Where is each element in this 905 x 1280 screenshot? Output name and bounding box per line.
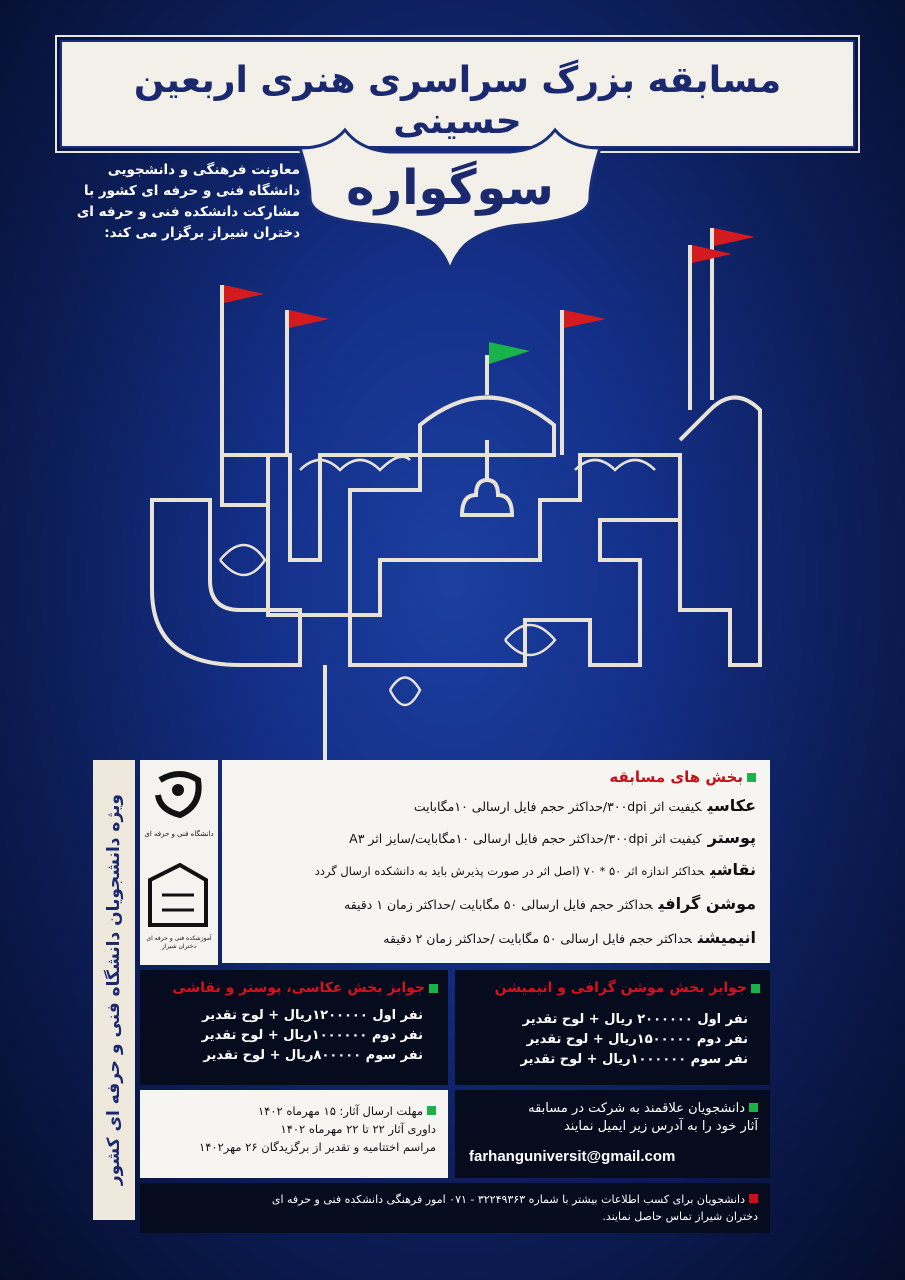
submission-line1: دانشجویان علاقمند به شرکت در مسابقه — [528, 1101, 745, 1116]
prizes-photo-list — [202, 1006, 423, 1066]
section-name: انیمیشن — [697, 928, 756, 947]
organizer-line: معاونت فرهنگی و دانشجویی — [107, 162, 300, 178]
event-subtitle: سوگواره — [346, 160, 554, 216]
prize-line: نفر اول ۲۰۰۰۰۰۰ ریال + لوح تقدیر — [522, 1012, 748, 1027]
deadlines-list — [199, 1102, 436, 1156]
submission-text — [528, 1100, 758, 1136]
section-item — [349, 828, 756, 847]
prize-line: نفر سوم ۱۰۰۰۰۰۰ریال + لوح تقدیر — [520, 1052, 748, 1067]
section-item — [344, 894, 756, 913]
deadline-line — [199, 1102, 436, 1120]
green-bullet-icon — [749, 1103, 758, 1112]
prizes-motion-heading — [495, 980, 760, 996]
contact-line: دختران شیراز تماس حاصل نمایند. — [602, 1210, 758, 1223]
green-bullet-icon — [751, 984, 760, 993]
logo2-caption: آموزشکده فنی و حرفه ای دختران شیراز — [146, 935, 212, 950]
contact-panel — [140, 1183, 770, 1233]
contact-line — [272, 1191, 758, 1208]
red-bullet-icon — [749, 1194, 758, 1203]
section-name: موشن گرافی — [658, 894, 756, 913]
sections-heading-text: بخش های مسابقه — [609, 768, 743, 786]
prizes-photo-heading-text: جوایز بخش عکاسی، پوستر و نقاشی — [172, 980, 425, 996]
sections-panel — [222, 760, 770, 963]
section-name: نقاشی — [710, 860, 756, 879]
prizes-motion-list — [520, 1010, 748, 1070]
prize-line: نفر اول ۱۲۰۰۰۰۰ریال + لوح تقدیر — [202, 1008, 423, 1023]
section-item — [383, 928, 756, 947]
contact-text — [272, 1191, 758, 1225]
deadline-text: مهلت ارسال آثار: ۱۵ مهرماه ۱۴۰۲ — [258, 1104, 423, 1118]
submission-line — [528, 1100, 758, 1118]
organizer-line: دختران شیراز برگزار می کند: — [104, 225, 300, 241]
green-bullet-icon — [747, 773, 756, 782]
green-bullet-icon — [429, 984, 438, 993]
submission-panel — [455, 1090, 770, 1178]
prize-line: نفر دوم ۱۵۰۰۰۰۰ریال + لوح تقدیر — [526, 1032, 748, 1047]
prizes-motion-panel — [455, 970, 770, 1085]
contact-line1: دانشجویان برای کسب اطلاعات بیشتر با شماره ۳۲۲۴۹۳۶۳ - ۰۷۱ امور فرهنگی دانشکده فنی و حرفه ای — [271, 1193, 745, 1206]
section-item — [315, 860, 756, 879]
contact-email-link[interactable]: farhanguniversit@gmail.com — [469, 1148, 676, 1165]
green-bullet-icon — [427, 1106, 436, 1115]
organizer-line: مشارکت دانشکده فنی و حرفه ای — [76, 204, 300, 220]
arbaeen-calligraphy-art — [0, 200, 905, 760]
section-desc: حداکثر اندازه اثر ۵۰ * ۷۰ (اصل اثر در صورت پذیرش باید به دانشکده ارسال گردد — [314, 864, 705, 878]
section-name: پوستر — [707, 828, 756, 847]
deadline-line: داوری آثار ۲۲ تا ۲۲ مهرماه ۱۴۰۲ — [280, 1122, 436, 1136]
side-label: ویژه دانشجویان دانشگاه فنی و حرفه ای کشور — [104, 794, 124, 1186]
prize-line: نفر سوم ۸۰۰۰۰۰ریال + لوح تقدیر — [203, 1048, 423, 1063]
section-name: عکاسی — [707, 796, 756, 815]
prizes-motion-heading-text: جوایز بخش موشن گرافی و انیمیشن — [494, 980, 747, 996]
section-desc: کیفیت اثر ۳۰۰dpi/حداکثر حجم فایل ارسالی ۱۰مگابایت/سایز اثر A۳ — [349, 831, 702, 846]
section-desc: کیفیت اثر ۳۰۰dpi/حداکثر حجم فایل ارسالی ۱۰مگابایت — [413, 799, 702, 814]
prize-line: نفر دوم ۱۰۰۰۰۰۰ریال + لوح تقدیر — [201, 1028, 423, 1043]
prizes-photo-panel — [140, 970, 448, 1085]
logo1-caption: دانشگاه فنی و حرفه ای — [144, 830, 214, 838]
organizer-line: دانشگاه فنی و حرفه ای کشور با — [84, 183, 300, 199]
deadlines-panel — [140, 1090, 448, 1178]
deadline-line: مراسم اختتامیه و تقدیر از برگزیدگان ۲۶ مهر۱۴۰۲ — [199, 1140, 436, 1154]
section-desc: حداکثر حجم فایل ارسالی ۵۰ مگابایت /حداکثر زمان ۱ دقیقه — [344, 897, 653, 912]
page-title: مسابقه بزرگ سراسری هنری اربعین حسینی — [133, 60, 782, 142]
sections-heading — [609, 768, 756, 786]
section-desc: حداکثر حجم فایل ارسالی ۵۰ مگابایت /حداکثر زمان ۲ دقیقه — [383, 931, 692, 946]
submission-line: آثار خود را به آدرس زیر ایمیل نمایند — [563, 1119, 758, 1134]
prizes-photo-heading — [172, 980, 438, 996]
side-label-wrap — [93, 760, 135, 1220]
section-item — [414, 796, 756, 815]
